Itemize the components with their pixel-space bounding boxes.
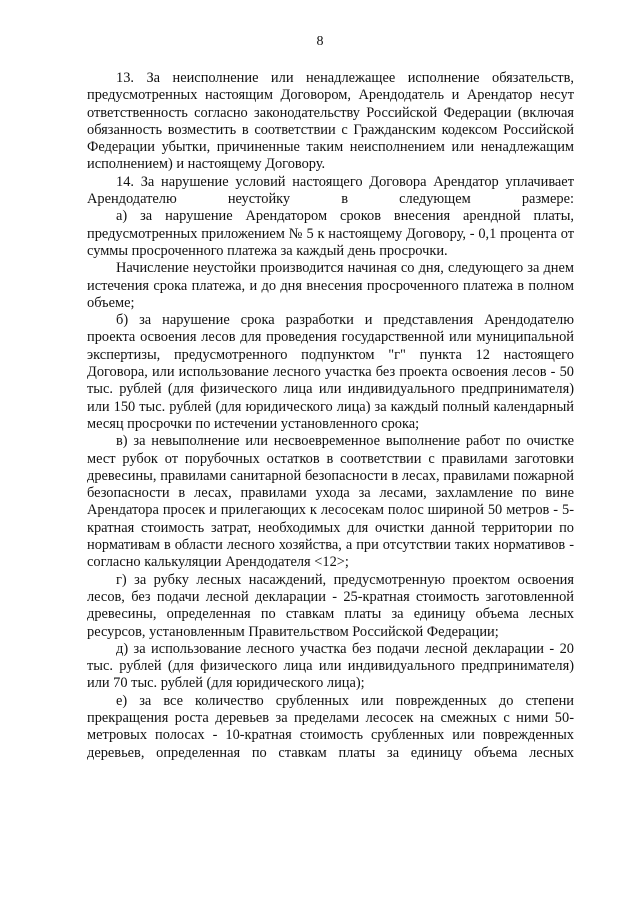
- subclause-e: е) за все количество срубленных или поврежденных до степени прекращения роста деревьев за пределами лесосек на смежных с ними 50-метровых полосах - 10-кратная стоимость срубленных или поврежденных деревьев, определенная по ставкам платы за единицу объема лесных: [87, 692, 574, 761]
- subclause-g: г) за рубку лесных насаждений, предусмотренную проектом освоения лесов, без подачи лесной декларации - 25-кратная стоимость заготовленной древесины, определенная по ставкам платы за единицу объема лесных ресурсов, установленным Правительством Российской Федерации;: [87, 571, 574, 640]
- subclause-a-accrual: Начисление неустойки производится начиная со дня, следующего за днем истечения срока платежа, и до дня внесения просроченного платежа в полном объеме;: [87, 260, 574, 311]
- subclause-b: б) за нарушение срока разработки и представления Арендодателю проекта освоения лесов для проведения государственной или муниципальной экспертизы, предусмотренного подпунктом "г" пункта 12 настоящего Договора, или использование лесного участка без проекта освоения лесов - 50 тыс. рублей (для физического лица или индивидуального предпринимателя) или 150 тыс. рублей (для юридического лица) за каждый полный календарный месяц просрочки по истечении установленного срока;: [87, 312, 574, 432]
- subclause-v: в) за невыполнение или несвоевременное выполнение работ по очистке мест рубок от порубочных остатков в соответствии с правилами заготовки древесины, правилами санитарной безопасности в лесах, правилами пожарной безопасности в лесах, правилами ухода за лесами, захламление по вине Арендатора просек и прилегающих к лесосекам полос шириной 50 метров - 5-кратная стоимость затрат, необходимых для очистки данной территории по нормативам в области лесного хозяйства, а при отсутствии таких нормативов - согласно калькуляции Арендодателя <12>;: [87, 433, 574, 571]
- document-body: [87, 70, 574, 762]
- subclause-a: а) за нарушение Арендатором сроков внесения арендной платы, предусмотренных приложением № 5 к настоящему Договору, - 0,1 процента от суммы просроченного платежа за каждый день просрочки.: [87, 208, 574, 259]
- clause-13: 13. За неисполнение или ненадлежащее исполнение обязательств, предусмотренных настоящим Договором, Арендодатель и Арендатор несут ответственность согласно законодательству Российской Федерации (включая обязанность возместить в соответствии с Гражданским кодексом Российской Федерации убытки, причиненные таким неисполнением или ненадлежащим исполнением) и настоящему Договору.: [87, 70, 574, 173]
- subclause-d: д) за использование лесного участка без подачи лесной декларации - 20 тыс. рублей (для физического лица или индивидуального предпринимателя) или 70 тыс. рублей (для юридического лица);: [87, 640, 574, 692]
- clause-14: 14. За нарушение условий настоящего Договора Арендатор уплачивает Арендодателю неустойку в следующем размере:: [87, 173, 574, 208]
- page-number: 8: [316, 34, 324, 49]
